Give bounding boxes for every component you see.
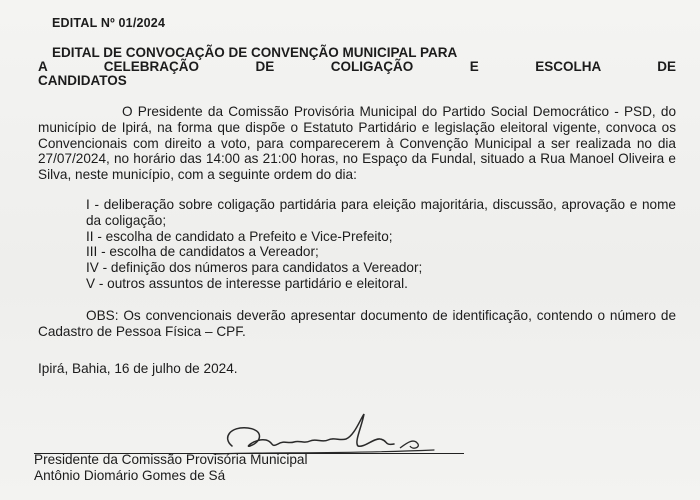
signer-name: Antônio Diomário Gomes de Sá (34, 468, 226, 483)
convocation-paragraph: O Presidente da Comissão Provisória Municipal do Partido Social Democrático - PSD, do município de Ipirá, na forma que dispõe o Estatuto Partidário e legislação eleitoral vigente, convoca os Convencionais com direito a voto, para comparecerem à Convenção Municipal a ser realizada no dia 27/07/2024, no horário das 14:00 as 21:00 horas, no Espaço da Fundal, situado a Rua Manoel Oliveira e Silva, neste município, com a seguinte ordem do dia: (38, 104, 676, 183)
agenda-item-1: I - deliberação sobre coligação partidária para eleição majoritária, discussão, aprovação e nome da coligação; (86, 196, 676, 228)
obs-paragraph: OBS: Os convencionais deverão apresentar documento de identificação, contendo o número de Cadastro de Pessoa Física – CPF. (38, 307, 676, 339)
agenda-item-2: II - escolha de candidato a Prefeito e Vice-Prefeito; (86, 228, 393, 244)
place-date: Ipirá, Bahia, 16 de julho de 2024. (38, 361, 238, 377)
signer-role: Presidente da Comissão Provisória Municipal (34, 452, 308, 467)
edital-number: EDITAL Nº 01/2024 (52, 16, 166, 30)
title-line-3: CANDIDATOS (38, 73, 127, 88)
signature-block (34, 408, 474, 494)
title-line-2: A CELEBRAÇÃO DE COLIGAÇÃO E ESCOLHA DE (38, 59, 676, 74)
document-title (38, 46, 676, 88)
agenda-list (38, 197, 676, 292)
agenda-item-4: IV - definição dos números para candidatos a Vereador; (86, 260, 423, 276)
title-line-1: EDITAL DE CONVOCAÇÃO DE CONVENÇÃO MUNICIPAL PARA (52, 45, 458, 60)
agenda-item-3: III - escolha de candidatos a Vereador; (86, 244, 319, 260)
agenda-item-5: V - outros assuntos de interesse partidário e eleitoral. (86, 275, 408, 291)
